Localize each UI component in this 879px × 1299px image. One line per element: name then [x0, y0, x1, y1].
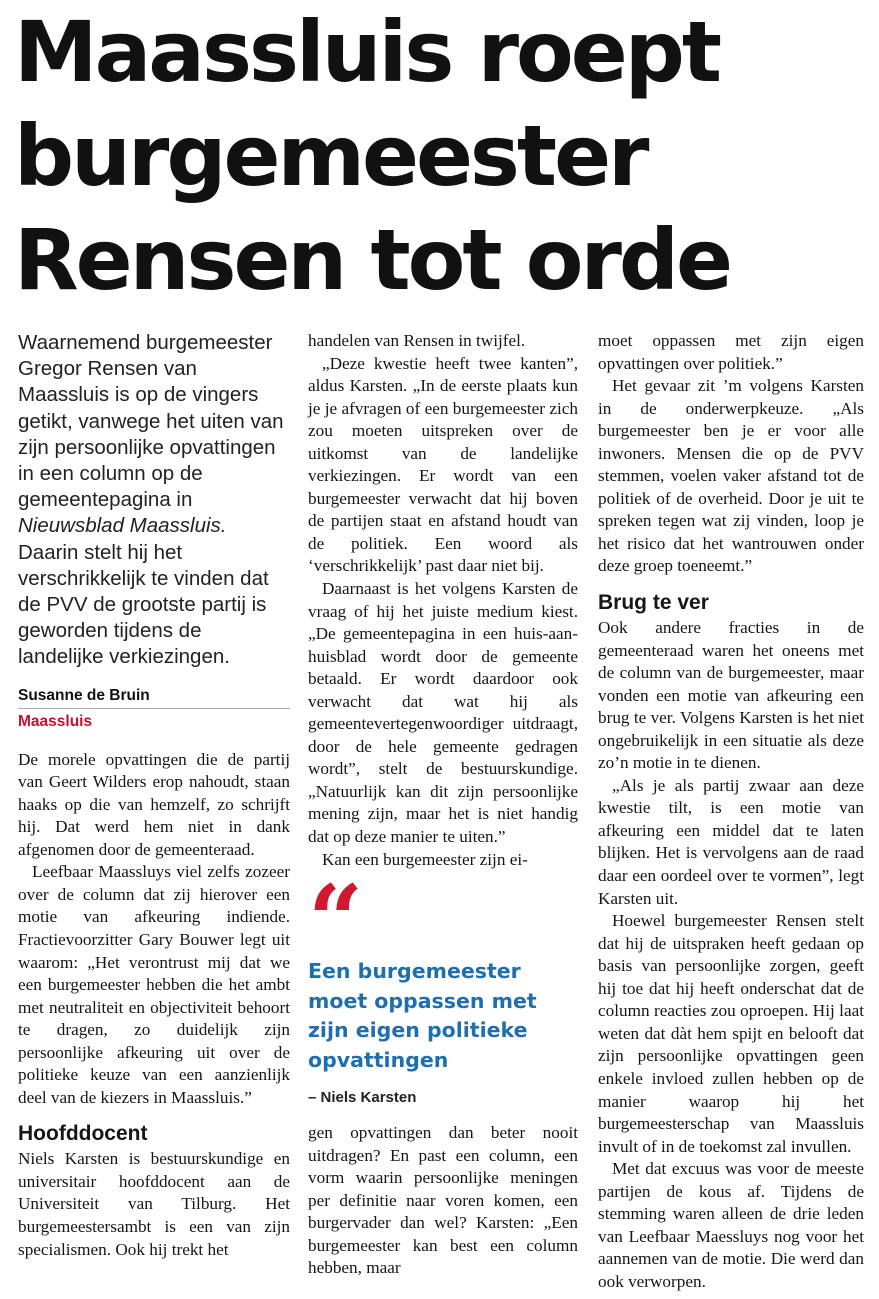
byline-divider	[18, 708, 290, 709]
byline-location: Maassluis	[18, 712, 93, 730]
column-3	[598, 330, 864, 1293]
subheading-hoofddocent: Hoofddocent	[18, 1122, 148, 1146]
body-paragraph: Met dat excuus was voor de meeste partijen de kous af. Tijdens de stemming waren alleen de drie leden van Leefbaar Maessluys nog voor het aannemen van de motie. Die werd dan ook verworpen.	[598, 1159, 864, 1291]
lead-paragraph	[18, 330, 290, 671]
headline	[14, 0, 874, 312]
lead-text-rest: Daarin stelt hij het verschrikkelijk te vinden dat de PVV de grootste partij is geworden tijdens de landelijke verkiezingen.	[18, 540, 269, 669]
lead-publication-name: Nieuwsblad Maassluis.	[18, 514, 227, 538]
headline-line-3: Rensen tot orde	[14, 211, 730, 309]
body-paragraph: moet oppassen met zijn eigen opvattingen over politiek.”	[598, 331, 864, 373]
pull-quote-source: – Niels Karsten	[308, 1089, 417, 1107]
body-paragraph: „Deze kwestie heeft twee kanten”, aldus Karsten. „In de eerste plaats kun je je afvragen of een burgemeester zich zou moeten uitspreken over de uitkomst van de landelijke verkiezingen. Er wordt van een burgemeester verwacht dat hij boven de partijen staat en afstand houdt van de politiek. Een woord als ‘verschrikkelijk’ past daar niet bij.	[308, 353, 578, 576]
lead-text: Waarnemend burgemeester Gregor Rensen van Maassluis is op de vingers getikt, vanwege het uiten van zijn persoonlijke opvattingen in een column op de gemeentepagina in	[18, 331, 284, 512]
body-paragraph: Ook andere fracties in de gemeenteraad waren het oneens met de column van de burgemeester, maar vonden een motie van afkeuring een brug te ver. Volgens Karsten is het niet ongebruikelijk in een situatie als deze zo’n motie in te dienen.	[598, 618, 864, 773]
column-1	[18, 330, 290, 1261]
body-paragraph: gen opvattingen dan beter nooit uitdragen? En past een column, een vorm waarin persoonlijke meningen per definitie naar voren komen, een burgervader dan wel? Karsten: „Een burgemeester kan best een column hebben, maar	[308, 1123, 578, 1278]
body-paragraph: Kan een burgemeester zijn ei-	[322, 849, 528, 869]
pull-quote-text: Een burgemeester moet oppassen met zijn eigen politieke opvattingen	[308, 959, 537, 1072]
byline-author: Susanne de Bruin	[18, 686, 150, 704]
body-paragraph: De morele opvattingen die de partij van Geert Wilders erop nahoudt, staan haaks op die van hemzelf, zo schrijft hij. Dat werd hem niet in dank afgenomen door de gemeenteraad.	[18, 749, 290, 859]
quote-mark-icon: “	[308, 864, 364, 978]
headline-line-2: burgemeester	[14, 107, 647, 205]
body-paragraph: Niels Karsten is bestuurskundige en universitair hoofddocent aan de Universiteit van Tilburg. Het burgemeestersambt is een van zijn specialismen. Ook hij trekt het	[18, 1149, 290, 1259]
body-paragraph: Het gevaar zit ’m volgens Karsten in de onderwerpkeuze. „Als burgemeester ben je er voor alle inwoners. Mensen die op de PVV stemmen, voelen vaker afstand tot de politiek of de overheid. Door je uit te spreken tegen wat zij vinden, loop je het risico dat het wantrouwen onder deze groep toeneemt.”	[598, 376, 864, 576]
pull-quote	[308, 864, 578, 1107]
headline-line-1: Maassluis roept	[14, 3, 719, 101]
subheading-brug-te-ver: Brug te ver	[598, 591, 709, 615]
body-paragraph: handelen van Rensen in twijfel.	[308, 331, 526, 350]
body-paragraph: Leefbaar Maassluys viel zelfs zozeer over de column dat zij hierover een motie van afkeuring indiende. Fractievoorzitter Gary Bouwer legt uit waarom: „Het verontrust mij dat we een burgemeester hebben die het ambt met neutraliteit en objectiviteit behoort te dragen, zo duidelijk zijn persoonlijke afkeuring uit over de politieke keuze van een aanzienlijk deel van de kiezers in Maassluis.”	[18, 862, 290, 1107]
body-paragraph: „Als je als partij zwaar aan deze kwestie tilt, is een motie van afkeuring een middel dat te laten blijken. Het is vervolgens aan de raad daar een oordeel over te vormen”, legt Karsten uit.	[598, 775, 864, 908]
body-paragraph: Daarnaast is het volgens Karsten de vraag of hij het juiste medium kiest. „De gemeentepagina in een huis-aan-huisblad wordt door de gemeente betaald. Er wordt daardoor ook verwacht dat wat hij als gemeentevertegenwoordiger uitdraagt, door de hele gemeente gedragen wordt”, stelt de bestuurskundige. „Natuurlijk kan dit zijn persoonlijke mening zijn, maar het is niet handig dat op deze manier te uiten.”	[308, 579, 578, 847]
column-2	[308, 330, 578, 1280]
body-paragraph: Hoewel burgemeester Rensen stelt dat hij de uitspraken heeft gedaan op basis van persoonlijke zorgen, geeft hij toe dat hij heeft onderschat dat de column reacties zou oproepen. Hij laat weten dat dàt hem spijt en belooft dat zijn persoonlijke opvattingen geen enkele invloed zullen hebben op de manier waarop hij het burgemeesterschap van Maassluis invult of in de toekomst zal invullen.	[598, 911, 864, 1156]
